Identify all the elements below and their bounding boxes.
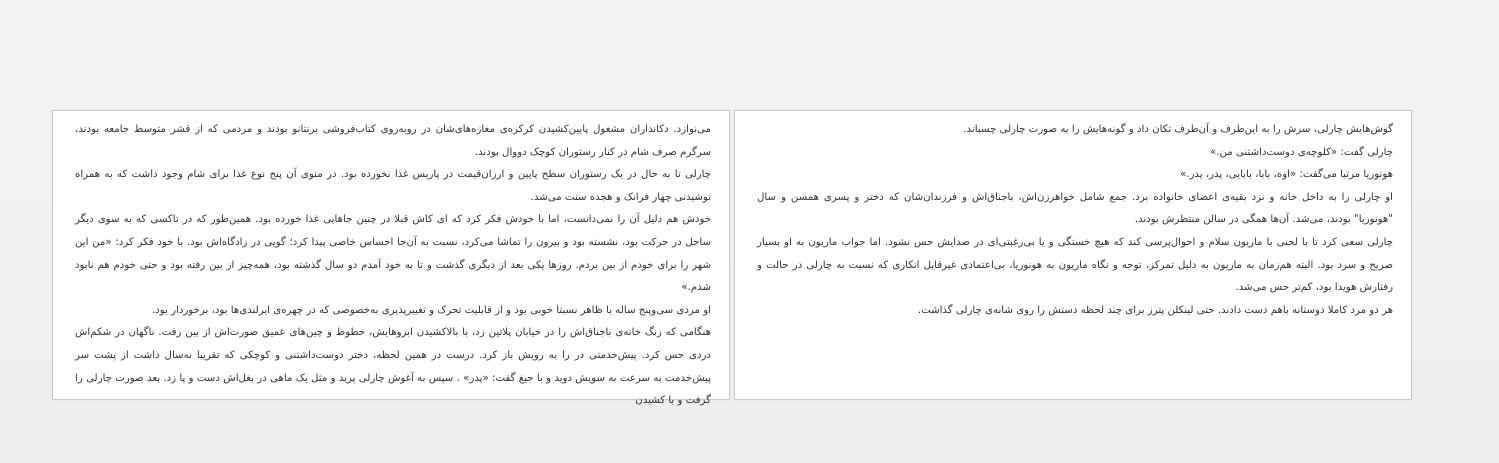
paragraph: هر دو مرد کاملا دوستانه باهم دست دادند. حتی لینکلن پترز برای چند لحظه دستش را روی شانه‌ی چارلی گذاشت. xyxy=(917,304,1393,316)
paragraph: او مردی سی‌وپنج ساله با ظاهر نسبتا خوبی بود و از قابلیت تحرک و تغییرپذیری به‌خصوصی که در چهره‌ی ایرلندی‌ها بود، برخوردار بود. xyxy=(151,304,711,316)
paragraph: چارلی گفت: «کلوچه‌ی دوست‌داشتنی من.» xyxy=(1210,146,1393,158)
paragraph: چارلی سعی کرد تا با لحنی با ماریون سلام و احوال‌پرسی کند که هیچ خستگی و یا بی‌رغبتی‌ای در صدایش حس نشود. اما جواب ماریون به او بسیار صریح و سرد بود. البته هم‌زمان به ماریون به دلیل تمرکز، توجه و نگاه ماریون به هونوریا، بی‌اعتمادی غیرقابل انکاری که نسبت به چارلی در حالت و رفتارش هویدا بود، کم‌تر حس می‌شد. xyxy=(757,236,1393,294)
paragraph: می‌نوازد. دکانداران مشغول پایین‌کشیدن کرکره‌ی مغازه‌های‌شان در روبه‌روی کتاب‌فروشی برنتانو بودند و مردمی که از قشر متوسط جامعه بودند، سرگرم صرف شام در کنار رستوران کوچک دووال بودند. xyxy=(75,124,711,158)
paragraph: او چارلی را به داخل خانه و نزد بقیه‌ی اعضای خانواده برد. جمع شامل خواهرزن‌اش، باجناق‌اش و فرزندان‌شان که دختر و پسری همسن و سال "هونوریا" بودند، می‌شد. آن‌ها همگی در سالن منتظرش بودند. xyxy=(757,191,1393,226)
paragraph: هنگامی که زنگ خانه‌ی باجناق‌اش را در خیابان پلاتین زد، با بالاکشیدن ابروهایش، خطوط و چین‌های عمیق صورت‌اش از بین رفت. ناگهان در شکم‌اش دردی حس کرد. پیش‌خدمتی در را به رویش باز کرد. درست در همین لحظه، دختر دوست‌داشتنی و کوچکی که تقریبا نه‌سال داشت از پشت سر پیش‌خدمت به سرعت به سویش دوید و با جیغ گفت: «پدر» . سپس به آغوش چارلی پرید و مثل یک ماهی در بغل‌اش دست و پا زد. بعد صورت چارلی را گرفت و با کشیدن xyxy=(75,327,711,407)
paragraph: هونوریا مرتبا می‌گفت: «اوه، بابا، بابایی، پدر، پدر.» xyxy=(1180,169,1393,181)
page-left xyxy=(52,110,730,407)
paragraph: گوش‌هایش چارلی، سرش را به این‌طرف و آن‌طرف تکان داد و گونه‌هایش را به صورت چارلی چسباند. xyxy=(963,124,1393,135)
page-right xyxy=(734,110,1412,400)
paragraph: چارلی تا به حال در یک رستوران سطح پایین و ارزان‌قیمت در پاریس غذا نخورده بود. در منوی آن پنج نوع غذا برای شام وجود داشت که به همراه نوشیدنی چهار فرانک و هجده سنت می‌شد. xyxy=(75,169,711,203)
paragraph: خودش هم دلیل آن را نمی‌دانست، اما با خودش فکر کرد که ای کاش قبلا در چنین جاهایی غذا خورده بود. همین‌طور که در تاکسی که به سوی دیگر ساحل در حرکت بود، نشسته بود و بیرون را تماشا می‌کرد، نسبت به آن‌جا احساس خاصی پیدا کرد؛ گویی در زادگاه‌اش بود. با خود فکر کرد: «من این شهر را برای خودم از بین بردم. روزها یکی بعد از دیگری گذشت و تا به خود آمدم دو سال گذشته بود، همه‌چیز از بین رفته بود و حتی خودم هم نابود شدم.» xyxy=(75,214,711,294)
